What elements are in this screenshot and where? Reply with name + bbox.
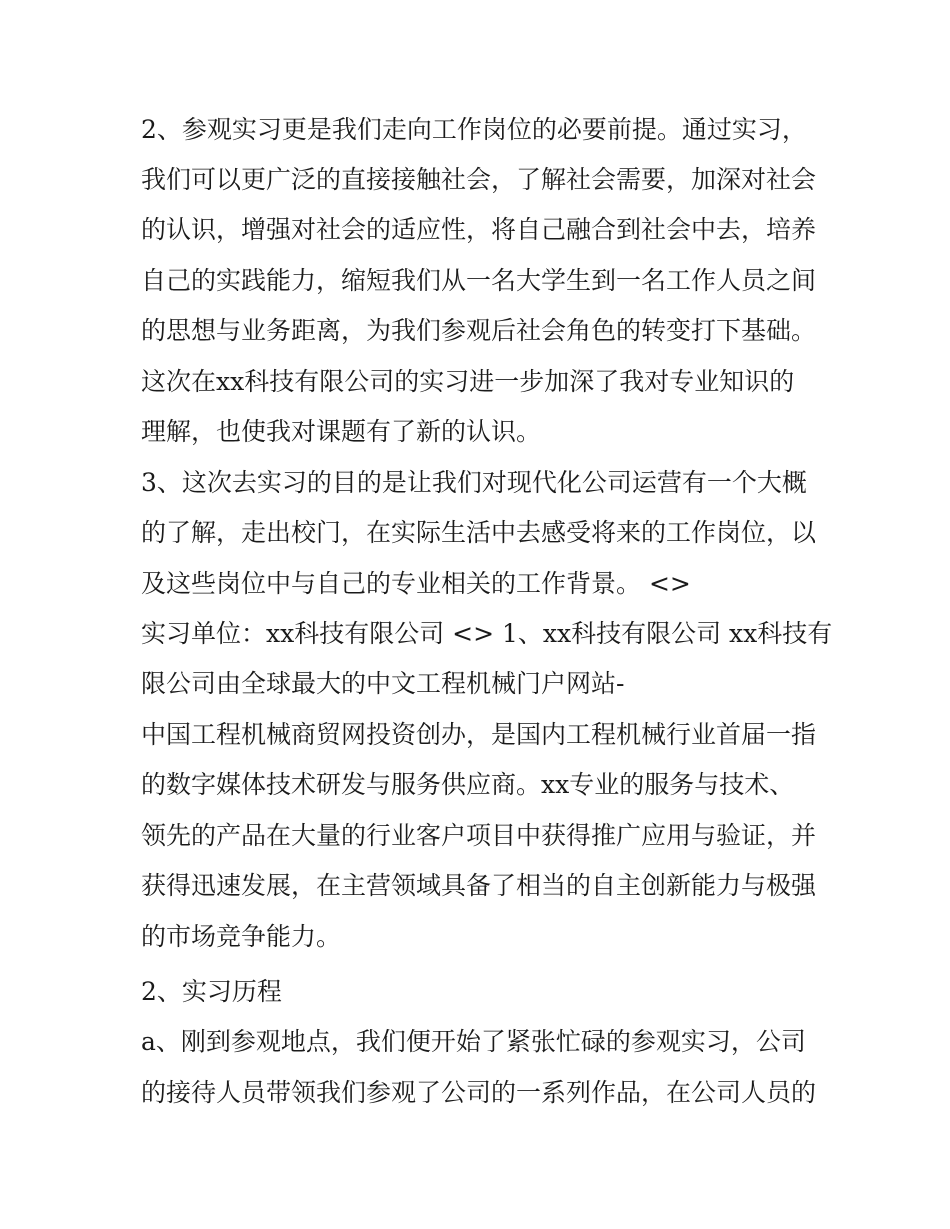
text-line: 的数字媒体技术研发与服务供应商。xx专业的服务与技术、 bbox=[141, 770, 795, 799]
text-line: 中国工程机械商贸网投资创办，是国内工程机械行业首届一指 bbox=[141, 720, 817, 749]
text-line: 我们可以更广泛的直接接触社会，了解社会需要，加深对社会 bbox=[141, 165, 817, 194]
text-line: 2、参观实习更是我们走向工作岗位的必要前提。通过实习， bbox=[141, 115, 807, 144]
text-line: 的市场竞争能力。 bbox=[141, 922, 342, 951]
text-line: 理解，也使我对课题有了新的认识。 bbox=[141, 417, 542, 446]
text-line: 的思想与业务距离，为我们参观后社会角色的转变打下基础。 bbox=[141, 316, 817, 345]
text-line: 获得迅速发展，在主营领域具备了相当的自主创新能力与极强 bbox=[141, 871, 817, 900]
text-line: 这次在xx科技有限公司的实习进一步加深了我对专业知识的 bbox=[141, 367, 795, 396]
text-line: 限公司由全球最大的中文工程机械门户网站- bbox=[141, 669, 625, 698]
text-line: 实习单位：xx科技有限公司 <> 1、xx科技有限公司 xx科技有 bbox=[141, 619, 833, 648]
text-line: a、刚到参观地点，我们便开始了紧张忙碌的参观实习，公司 bbox=[141, 1027, 806, 1056]
text-line: 领先的产品在大量的行业客户项目中获得推广应用与验证，并 bbox=[141, 821, 817, 850]
section-heading: 2、实习历程 bbox=[141, 977, 282, 1006]
text-line: 的了解，走出校门，在实际生活中去感受将来的工作岗位，以 bbox=[141, 518, 817, 547]
text-line: 3、这次去实习的目的是让我们对现代化公司运营有一个大概 bbox=[141, 468, 807, 497]
text-line: 的接待人员带领我们参观了公司的一系列作品，在公司人员的 bbox=[141, 1078, 817, 1107]
text-line: 及这些岗位中与自己的专业相关的工作背景。 <> bbox=[141, 569, 691, 598]
text-line: 自己的实践能力，缩短我们从一名大学生到一名工作人员之间 bbox=[141, 266, 817, 295]
text-line: 的认识，增强对社会的适应性，将自己融合到社会中去，培养 bbox=[141, 215, 817, 244]
